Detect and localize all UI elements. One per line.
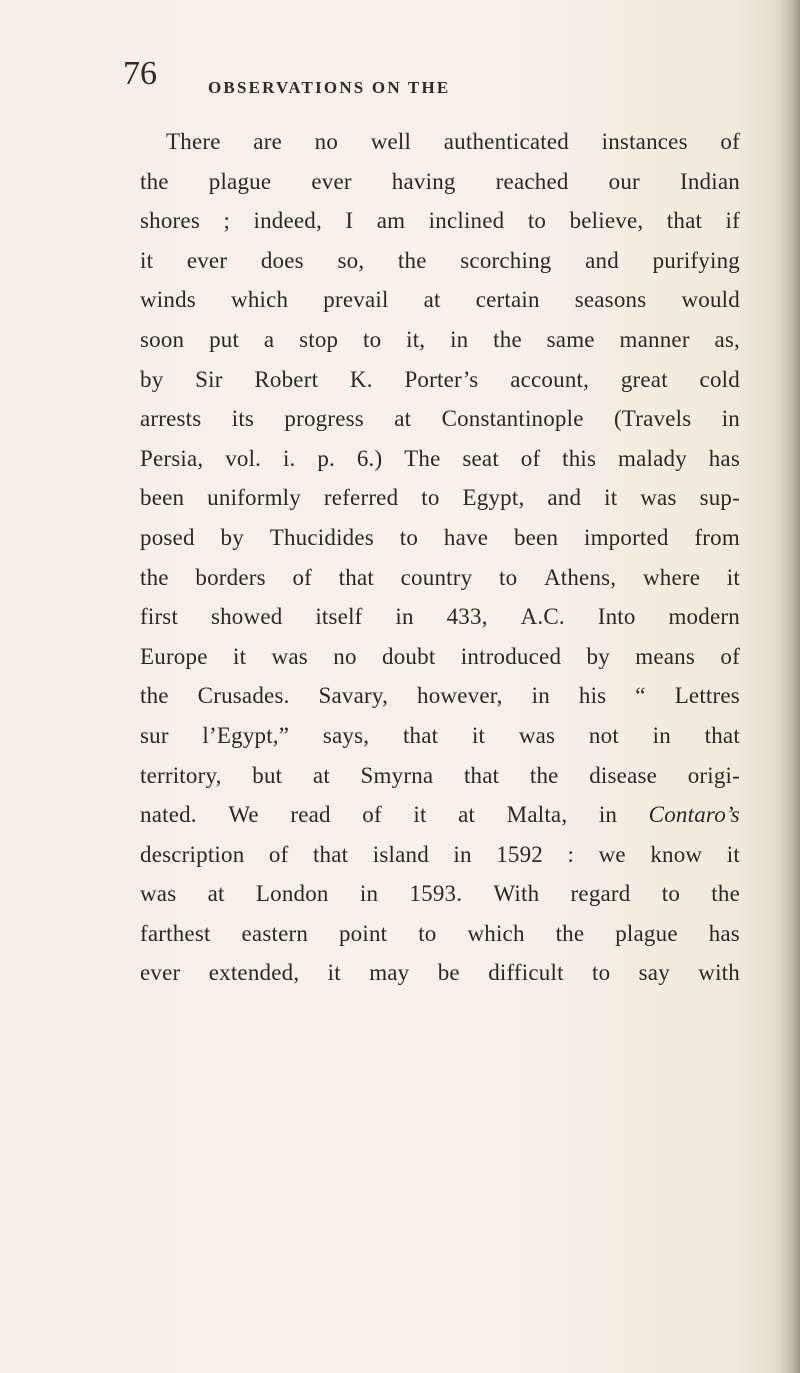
word: if [725,208,740,234]
word: the [140,168,169,194]
word: to [363,326,382,352]
word: plague [615,920,678,946]
word: not [588,722,619,748]
word: point [338,920,388,946]
text-line [140,953,740,993]
word: winds [140,287,196,313]
word: doubt [382,643,436,669]
page-edge-shadow [778,0,800,1373]
word: description [140,841,245,867]
word: so, [337,247,365,273]
text-line-with-italic [140,795,740,835]
word: believe, [569,208,644,234]
word: Porter’s [404,366,479,392]
word: does [260,247,304,273]
word: farthest [140,920,211,946]
word: which [467,920,525,946]
text-line [140,597,740,637]
word: eastern [241,920,309,946]
word: read [290,802,331,828]
word: Persia, [140,445,204,471]
word: scorching [460,247,552,273]
word: was [518,722,556,748]
word: Into [597,604,636,630]
word: in [359,881,379,907]
text-line [140,162,740,202]
word: of [720,643,740,669]
text-line [140,201,740,241]
word: having [391,168,456,194]
word: ; [223,208,231,234]
word: means [635,643,696,669]
page-number: 76 [123,55,157,92]
word: to [498,564,518,590]
word: account, [510,366,590,392]
word: been [140,485,185,511]
word: was [140,881,177,907]
word: at [312,762,330,788]
word: arrests [140,406,202,432]
word: at [394,406,412,432]
word: the [529,762,559,788]
word: 433, [446,604,488,630]
word: ever [140,960,181,986]
word: are [253,129,282,154]
word: certain [475,287,540,313]
word: it [471,722,486,748]
word: l’Egypt,” [202,722,290,748]
text-line [140,756,740,796]
word: it, [406,326,426,352]
word: by [586,643,610,669]
word: disease [589,762,658,788]
word: 6.) [356,445,383,471]
word: stop [299,326,339,352]
word: shores [140,208,200,234]
word: with [698,960,740,986]
word: of [292,564,312,590]
word: the [711,881,740,907]
word: Robert [254,366,319,392]
word: great [620,366,668,392]
word: Lettres [674,683,740,709]
word: A.C. [520,604,565,630]
word: am [376,208,406,234]
word: and [585,247,619,273]
word: that [463,762,500,788]
word: There [166,129,221,154]
word: i. [282,445,296,471]
word: malady [618,445,687,471]
word: that [402,722,439,748]
word: well [370,129,412,154]
word: first [140,604,179,630]
text-line [140,874,740,914]
word: We [228,802,259,828]
word: borders [195,564,266,590]
word: referred [323,485,399,511]
word: that [312,841,349,867]
word: in [652,722,671,748]
word: Egypt, [462,485,525,511]
text-line [140,716,740,756]
word: manner [619,326,690,352]
word: 1592 [496,841,544,867]
text-line [140,439,740,479]
text-line [140,280,740,320]
word: has [708,920,740,946]
word: : [567,841,575,867]
word: indeed, [253,208,322,234]
word: its [231,406,255,432]
word: was [271,643,308,669]
word: it [327,960,341,986]
word: the [493,326,522,352]
word: Athens, [543,564,617,590]
word: in [721,406,740,432]
word: would [681,287,740,313]
word: island [372,841,429,867]
word: K. [349,366,373,392]
word: it [726,564,740,590]
word: Indian [679,168,740,194]
word: plague [208,168,272,194]
text-line [140,914,740,954]
word: have [443,524,489,550]
word: by [220,524,244,550]
text-line [140,558,740,598]
word: to [399,524,419,550]
word: the [140,564,169,590]
word: uniformly [207,485,301,511]
word: we [598,841,626,867]
word: our [608,168,640,194]
text-line [140,360,740,400]
text-line [140,518,740,558]
word: the [397,247,427,273]
word: and [547,485,582,511]
word: of [720,129,740,154]
word: in [395,604,414,630]
word: it [413,802,427,828]
word: (Travels [613,406,692,432]
word: which [231,287,289,313]
word: that [338,564,374,590]
word: Crusades. [197,683,290,709]
word: progress [284,406,364,432]
word: sup- [699,485,740,511]
word: of [362,802,382,828]
word: reached [495,168,569,194]
word: I [345,208,354,234]
word: in [453,841,472,867]
word: in [531,683,550,709]
text-line [140,478,740,518]
text-line [140,320,740,360]
word: a [263,326,275,352]
word: says, [322,722,370,748]
word: purifying [652,247,740,273]
word: no [314,129,339,154]
word: authenticated [443,129,569,154]
word: may [369,960,410,986]
word: of [520,445,541,471]
word: instances [601,129,688,154]
word: to [592,960,611,986]
word: introduced [460,643,562,669]
word: has [708,445,740,471]
word: of [268,841,289,867]
word: this [562,445,597,471]
word: “ [635,683,646,709]
word: as, [714,326,740,352]
word: it [726,841,740,867]
word: sur [140,722,169,748]
word: know [650,841,703,867]
word: origi- [687,762,740,788]
word: posed [140,524,195,550]
text-line [140,399,740,439]
word: same [546,326,595,352]
word: difficult [488,960,564,986]
word: imported [583,524,669,550]
word: Smyrna [360,762,434,788]
word: Sir [195,366,223,392]
text-line [140,835,740,875]
word: Savary, [318,683,389,709]
word: at [423,287,441,313]
word: Thucidides [269,524,374,550]
word: to [418,920,437,946]
word: vol. [225,445,262,471]
word: seasons [574,287,647,313]
word: his [578,683,607,709]
word: country [400,564,473,590]
word: by [140,366,164,392]
word: that [704,722,740,748]
word: it [604,485,618,511]
word: regard [570,881,631,907]
word: the [555,920,585,946]
word: seat [462,445,499,471]
word: itself [315,604,363,630]
word: that [666,208,703,234]
word: nated. [140,802,197,828]
word: however, [417,683,503,709]
word: was [640,485,677,511]
word: at [458,802,476,828]
word: extended, [208,960,300,986]
word: modern [668,604,740,630]
word: Constantinople [441,406,584,432]
word: be [437,960,460,986]
text-line [140,241,740,281]
word: 1593. [409,881,463,907]
word: p. [317,445,335,471]
word: been [513,524,559,550]
word: the [140,683,169,709]
body-text [140,122,740,993]
word: ever [186,247,228,273]
word: to [527,208,547,234]
word: Europe [140,643,208,669]
word: in [598,802,618,828]
word: showed [210,604,283,630]
running-title: OBSERVATIONS ON THE [208,78,451,97]
word: soon [140,326,185,352]
word: to [661,881,681,907]
word: With [493,881,540,907]
word: it [232,643,247,669]
italic-author-name: Contaro’s [648,802,740,828]
word: say [638,960,670,986]
word: it [140,247,154,273]
word: cold [699,366,740,392]
word: The [404,445,441,471]
word: but [252,762,283,788]
word: no [333,643,357,669]
word: at [207,881,225,907]
word: ever [311,168,352,194]
text-line [140,676,740,716]
word: Malta, [506,802,568,828]
word: in [450,326,469,352]
word: prevail [323,287,389,313]
word: from [694,524,740,550]
word: London [255,881,329,907]
word: put [209,326,240,352]
word: territory, [140,762,222,788]
word: to [421,485,440,511]
text-line [140,637,740,677]
word: inclined [428,208,505,234]
word: where [642,564,701,590]
text-line [140,122,740,162]
